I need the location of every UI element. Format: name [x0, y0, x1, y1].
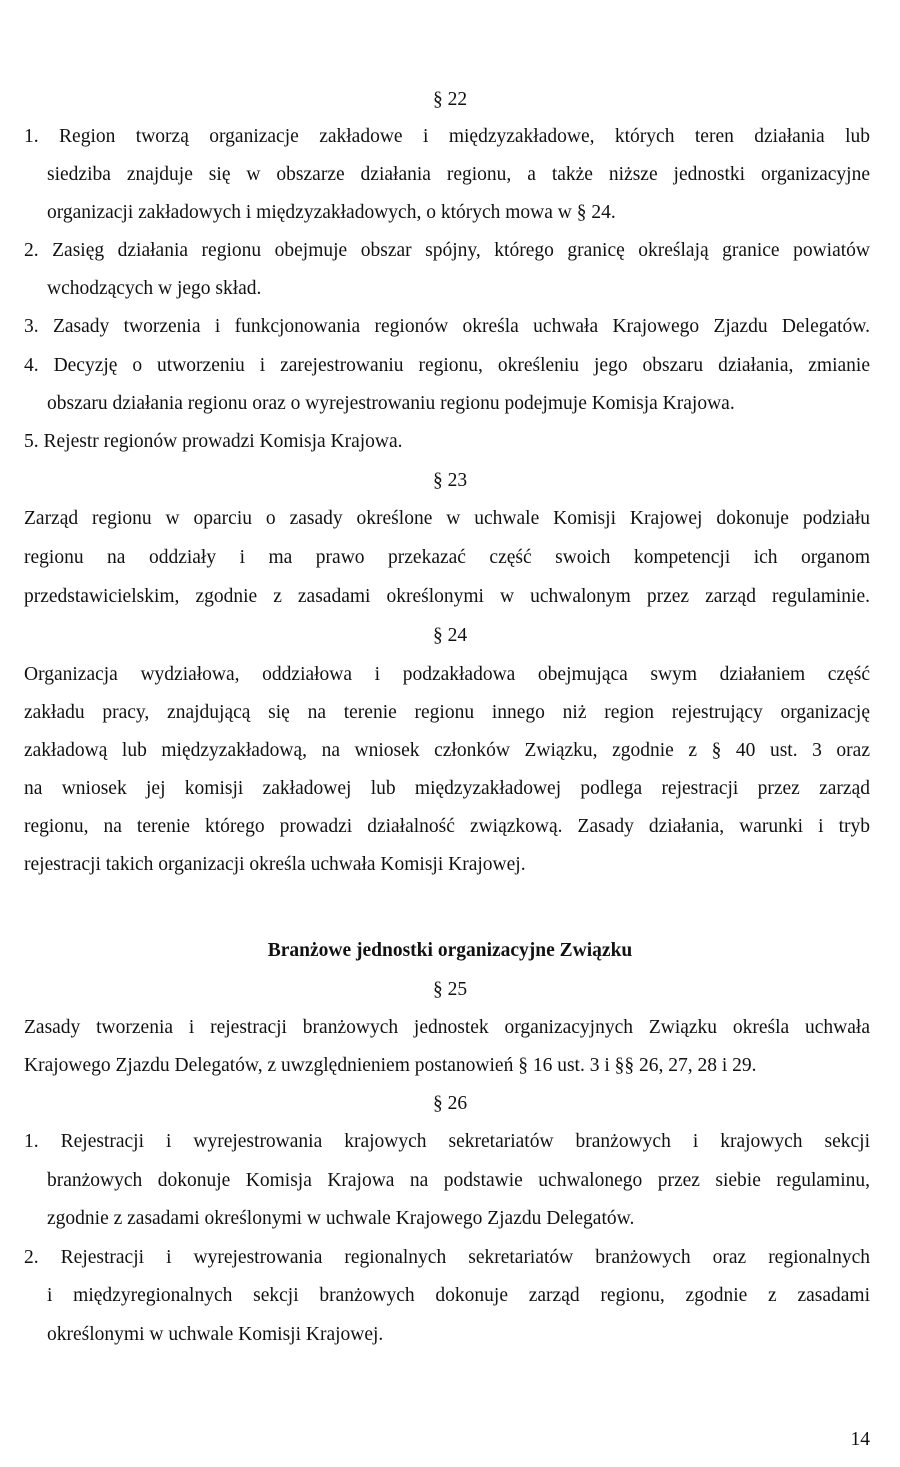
- paragraph-line: zakładu pracy, znajdującą się na terenie regionu innego niż region rejestrujący organizację: [24, 702, 870, 723]
- paragraph-line: Krajowego Zjazdu Delegatów, z uwzględnieniem postanowień § 16 ust. 3 i §§ 26, 27, 28 i 29.: [24, 1055, 757, 1076]
- list-item-1-continuation: branżowych dokonuje Komisja Krajowa na podstawie uchwalonego przez siebie regulaminu,: [47, 1170, 870, 1191]
- paragraph-line: zakładową lub międzyzakładową, na wniosek członków Związku, zgodnie z § 40 ust. 3 oraz: [24, 740, 870, 761]
- paragraph-line: regionu na oddziały i ma prawo przekazać część swoich kompetencji ich organom: [24, 547, 870, 568]
- section-number-25: § 25: [432, 979, 468, 1000]
- list-item-4: 4. Decyzję o utworzeniu i zarejestrowaniu regionu, określeniu jego obszaru działania, zmianie: [24, 355, 870, 376]
- paragraph-line: przedstawicielskim, zgodnie z zasadami określonymi w uchwalonym przez zarząd regulaminie.: [24, 586, 870, 607]
- list-item-2: 2. Zasięg działania regionu obejmuje obszar spójny, którego granicę określają granice powiatów: [24, 240, 870, 261]
- paragraph-line: na wniosek jej komisji zakładowej lub międzyzakładowej podlega rejestracji przez zarząd: [24, 778, 870, 799]
- section-number-23: § 23: [432, 470, 468, 491]
- paragraph-line: Zarząd regionu w oparciu o zasady określone w uchwale Komisji Krajowej dokonuje podziału: [24, 508, 870, 529]
- list-item-3: 3. Zasady tworzenia i funkcjonowania regionów określa uchwała Krajowego Zjazdu Delegatów.: [24, 316, 870, 337]
- list-item-1-continuation: zgodnie z zasadami określonymi w uchwale Krajowego Zjazdu Delegatów.: [47, 1208, 635, 1229]
- page-number: 14: [850, 1429, 870, 1450]
- list-item-2: 2. Rejestracji i wyrejestrowania regionalnych sekretariatów branżowych oraz regionalnych: [24, 1247, 870, 1268]
- list-item-1-continuation: organizacji zakładowych i międzyzakładowych, o których mowa w § 24.: [47, 202, 616, 223]
- chapter-heading: Branżowe jednostki organizacyjne Związku: [267, 940, 633, 961]
- section-number-24: § 24: [432, 625, 468, 646]
- list-item-1: 1. Region tworzą organizacje zakładowe i międzyzakładowe, których teren działania lub: [24, 126, 870, 147]
- list-item-1: 1. Rejestracji i wyrejestrowania krajowych sekretariatów branżowych i krajowych sekcji: [24, 1131, 870, 1152]
- paragraph-line: Organizacja wydziałowa, oddziałowa i podzakładowa obejmująca swym działaniem część: [24, 664, 870, 685]
- section-number-26: § 26: [432, 1093, 468, 1114]
- paragraph-line: regionu, na terenie którego prowadzi działalność związkową. Zasady działania, warunki i tryb: [24, 816, 870, 837]
- paragraph-line: Zasady tworzenia i rejestracji branżowych jednostek organizacyjnych Związku określa uchwała: [24, 1017, 870, 1038]
- section-number-22: § 22: [432, 89, 468, 110]
- paragraph-line: rejestracji takich organizacji określa uchwała Komisji Krajowej.: [24, 854, 526, 875]
- list-item-2-continuation: wchodzących w jego skład.: [47, 278, 262, 299]
- list-item-2-continuation: określonymi w uchwale Komisji Krajowej.: [47, 1324, 384, 1345]
- list-item-5: 5. Rejestr regionów prowadzi Komisja Krajowa.: [24, 431, 403, 452]
- list-item-1-continuation: siedziba znajduje się w obszarze działania regionu, a także niższe jednostki organizacyjne: [47, 164, 870, 185]
- list-item-4-continuation: obszaru działania regionu oraz o wyrejestrowaniu regionu podejmuje Komisja Krajowa.: [47, 393, 735, 414]
- list-item-2-continuation: i międzyregionalnych sekcji branżowych dokonuje zarząd regionu, zgodnie z zasadami: [47, 1285, 870, 1306]
